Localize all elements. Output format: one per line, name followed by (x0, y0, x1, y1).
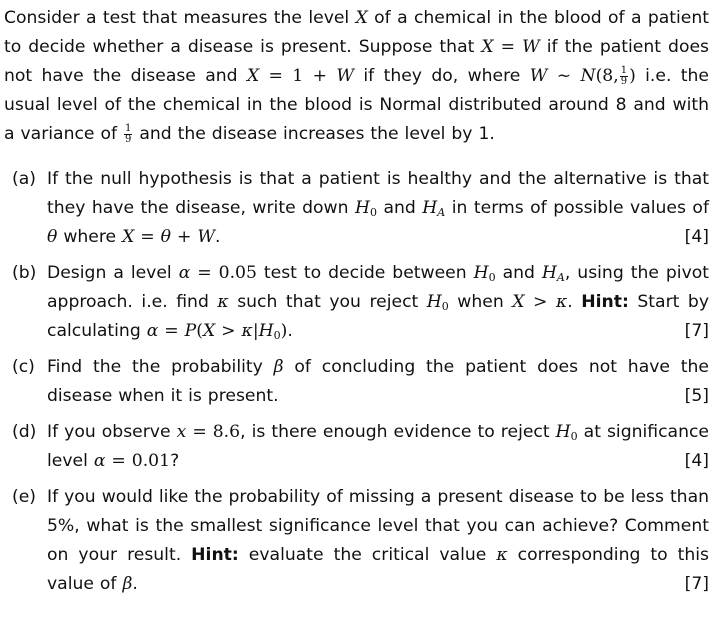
intro-line-2: to decide whether a disease is present. Suppose that X = W if the patient does (4, 37, 709, 57)
part-text: Design a level (47, 263, 179, 283)
intro-line-3: not have the disease and X = 1 + W if they do, where W ~ N(8, $\frac{1}{9}$ ) i.e. the (4, 64, 709, 87)
part-text: , is there enough evidence to reject (240, 422, 556, 442)
question-part-b: (b) Design a level α = 0.05 test to decide between $H_0$ and $H_A$, using the pivot approach. i.e. find κ such that you reject $H_0$ when X > κ. Hint: Start by calculating $\alpha = P(X > \kappa|H_0)$. [7] (4, 259, 709, 346)
part-text: If you observe (47, 422, 177, 442)
part-text: calculating (47, 321, 147, 341)
part-text: . (567, 292, 582, 312)
part-label: (a) (12, 169, 36, 189)
intro-text: a variance of (4, 124, 123, 144)
intro-text: of a chemical in the blood of a patient (367, 8, 709, 28)
part-text: If the null hypothesis is that a patient is healthy and the alternative is that (47, 169, 709, 189)
fraction-one-ninth: $\frac{1}{9}$ (620, 64, 628, 87)
intro-text: not have the disease and (4, 66, 247, 86)
question-part-a: (a) If the null hypothesis is that a patient is healthy and the alternative is that they have the disease, write down $H_0$ and $H_A$ in terms of possible values of θ where X = θ + W. [4] (4, 165, 709, 252)
part-text: test to decide between (256, 263, 474, 283)
part-text: in terms of possible values of (445, 198, 709, 218)
part-text: If you would like the probability of missing a present disease to be less than (47, 487, 709, 507)
part-text: they have the disease, write down (47, 198, 355, 218)
part-text: on your result. (47, 545, 192, 565)
part-text: , using the pivot (564, 263, 709, 283)
marks-badge: [4] (684, 451, 709, 471)
intro-text: if the patient does (539, 37, 709, 57)
intro-text: and the disease increases the level by 1. (133, 124, 495, 144)
part-text: disease when it is present. (47, 386, 279, 406)
part-text: where (57, 227, 123, 247)
part-text: Find the the probability (47, 357, 274, 377)
intro-line-5 (4, 120, 709, 149)
marks-badge: [7] (684, 574, 709, 594)
intro-text: to decide whether a disease is present. Suppose that (4, 37, 482, 57)
part-label: (b) (12, 263, 37, 283)
part-text: and (495, 263, 542, 283)
marks-badge: [4] (684, 227, 709, 247)
question-parts (4, 165, 709, 599)
question-part-c: (c) Find the the probability β of concluding the patient does not have the disease when it is present. [5] (4, 353, 709, 411)
hint-label: Hint: (581, 292, 629, 312)
problem-intro (4, 4, 709, 149)
question-part-e: (e) If you would like the probability of missing a present disease to be less than 5%, what is the smallest significance level that you can achieve? Comment on your result. Hint: evaluate the critical value κ corresponding to this value of β. [7] (4, 483, 709, 599)
part-text: level (47, 451, 94, 471)
question-part-d: (d) If you observe x = 8.6, is there enough evidence to reject $H_0$ at significance level α = 0.01? [4] (4, 418, 709, 476)
intro-text: Consider a test that measures the level (4, 8, 356, 28)
part-text: 5%, what is the smallest significance level that you can achieve? Comment (47, 516, 709, 536)
part-text: and (376, 198, 423, 218)
marks-badge: [7] (684, 321, 709, 341)
part-text: of concluding the patient does not have the (283, 357, 710, 377)
hint-label: Hint: (191, 545, 239, 565)
part-text: evaluate the critical value (238, 545, 497, 565)
part-text: value of (47, 574, 123, 594)
part-text: such that you reject (228, 292, 427, 312)
marks-badge: [5] (684, 386, 709, 406)
part-label: (c) (12, 357, 35, 377)
intro-text: usual level of the chemical in the blood is Normal distributed around 8 and with (4, 95, 709, 115)
intro-line-4 (4, 91, 709, 120)
part-text: approach. i.e. find (47, 292, 218, 312)
part-text: Start by (628, 292, 709, 312)
fraction-one-ninth: $\frac{1}{9}$ (124, 122, 132, 145)
part-text: when (448, 292, 513, 312)
part-label: (e) (12, 487, 36, 507)
intro-text: i.e. the (635, 66, 709, 86)
intro-line-1: Consider a test that measures the level X of a chemical in the blood of a patient (4, 8, 709, 28)
part-text: corresponding to this (507, 545, 709, 565)
part-label: (d) (12, 422, 37, 442)
intro-text: if they do, where (354, 66, 530, 86)
part-text: at significance (577, 422, 710, 442)
